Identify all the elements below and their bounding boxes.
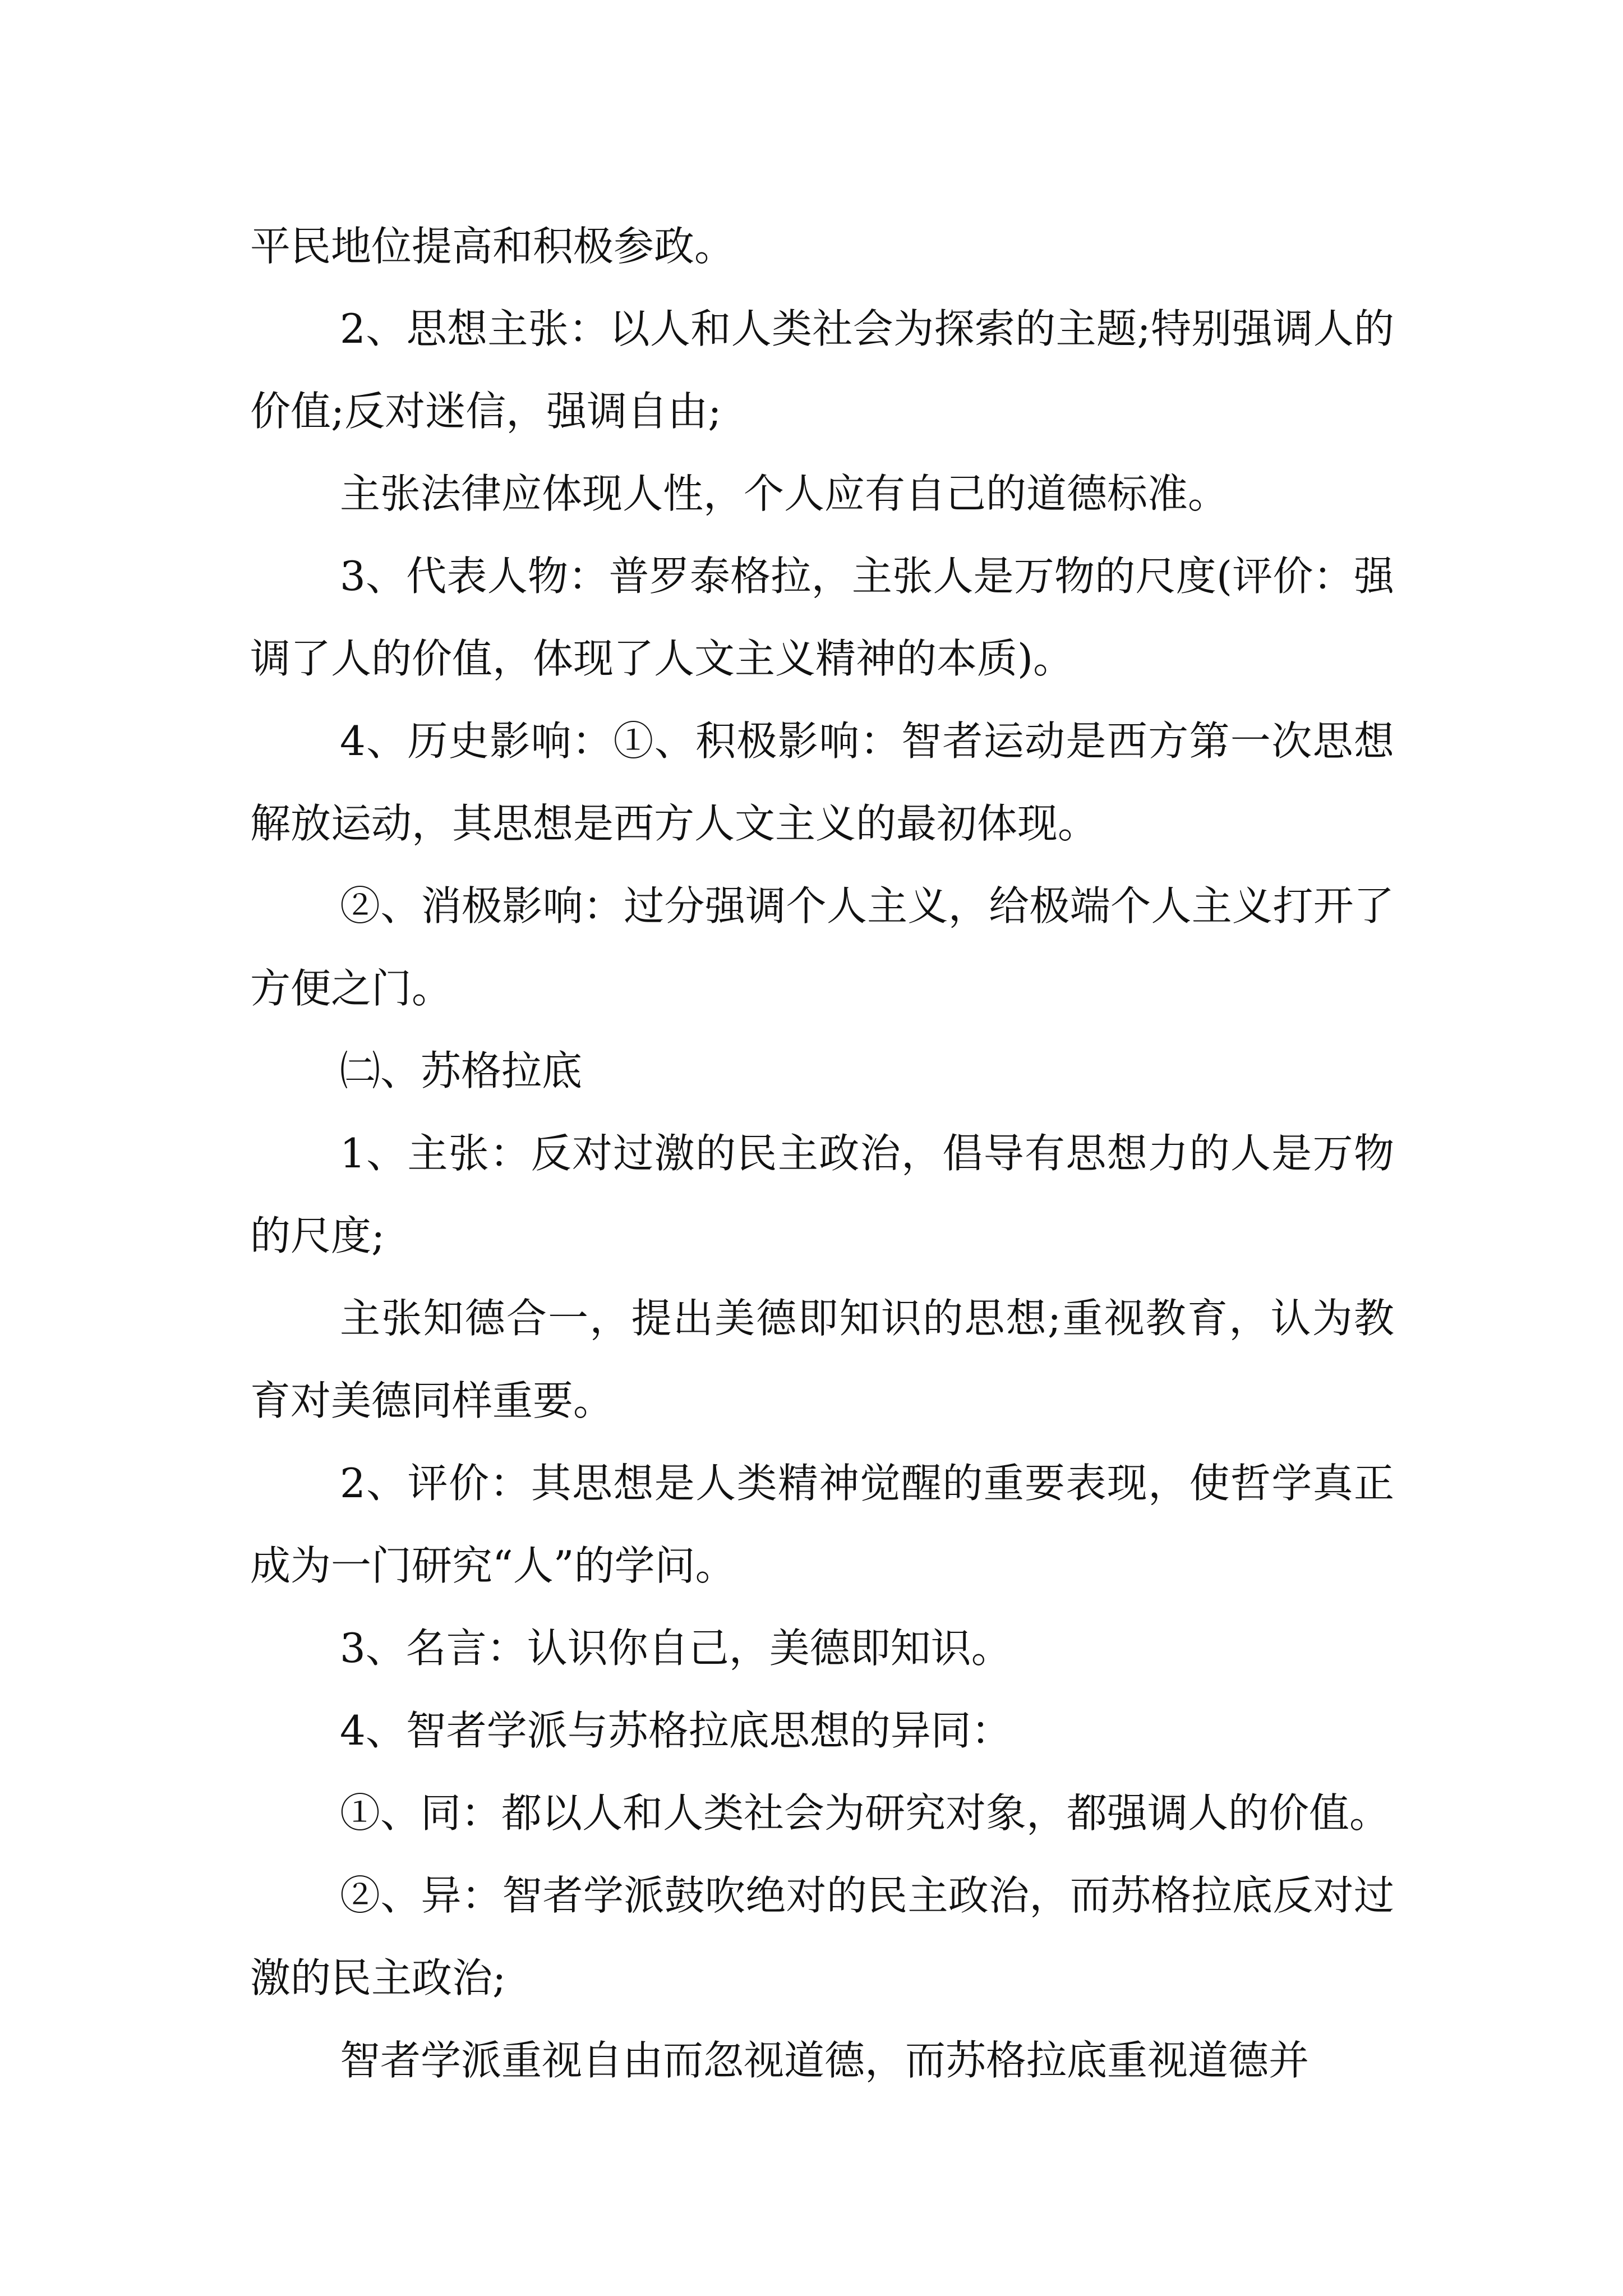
paragraph: 2、评价：其思想是人类精神觉醒的重要表现，使哲学真正成为一门研究“人”的学问。 <box>250 1460 1394 1589</box>
paragraph: 3、代表人物：普罗泰格拉，主张人是万物的尺度(评价：强调了人的价值，体现了人文主义精神的本质)。 <box>250 553 1394 682</box>
paragraph: ②、消极影响：过分强调个人主义，给极端个人主义打开了方便之门。 <box>250 882 1394 1012</box>
paragraph: 主张知德合一，提出美德即知识的思想;重视教育，认为教育对美德同样重要。 <box>250 1295 1394 1424</box>
paragraph: 主张法律应体现人性，个人应有自己的道德标准。 <box>340 470 1229 517</box>
paragraph: 4、历史影响：①、积极影响：智者运动是西方第一次思想解放运动，其思想是西方人文主义的最初体现。 <box>250 717 1394 847</box>
paragraph: 4、智者学派与苏格拉底思想的异同： <box>340 1707 1012 1754</box>
paragraph: 智者学派重视自由而忽视道德，而苏格拉底重视道德并 <box>340 2037 1310 2084</box>
paragraph: ②、异：智者学派鼓吹绝对的民主政治，而苏格拉底反对过激的民主政治; <box>250 1872 1394 2001</box>
paragraph: 2、思想主张：以人和人类社会为探索的主题;特别强调人的价值;反对迷信，强调自由; <box>250 305 1394 435</box>
document-body <box>250 205 1394 2102</box>
paragraph: 1、主张：反对过激的民主政治，倡导有思想力的人是万物的尺度; <box>250 1130 1394 1259</box>
paragraph: 3、名言：认识你自己，美德即知识。 <box>340 1625 1012 1672</box>
section-heading: ㈡、苏格拉底 <box>340 1047 583 1094</box>
paragraph: ①、同：都以人和人类社会为研究对象，都强调人的价值。 <box>340 1789 1390 1837</box>
paragraph: 平民地位提高和积极参政。 <box>250 223 735 270</box>
